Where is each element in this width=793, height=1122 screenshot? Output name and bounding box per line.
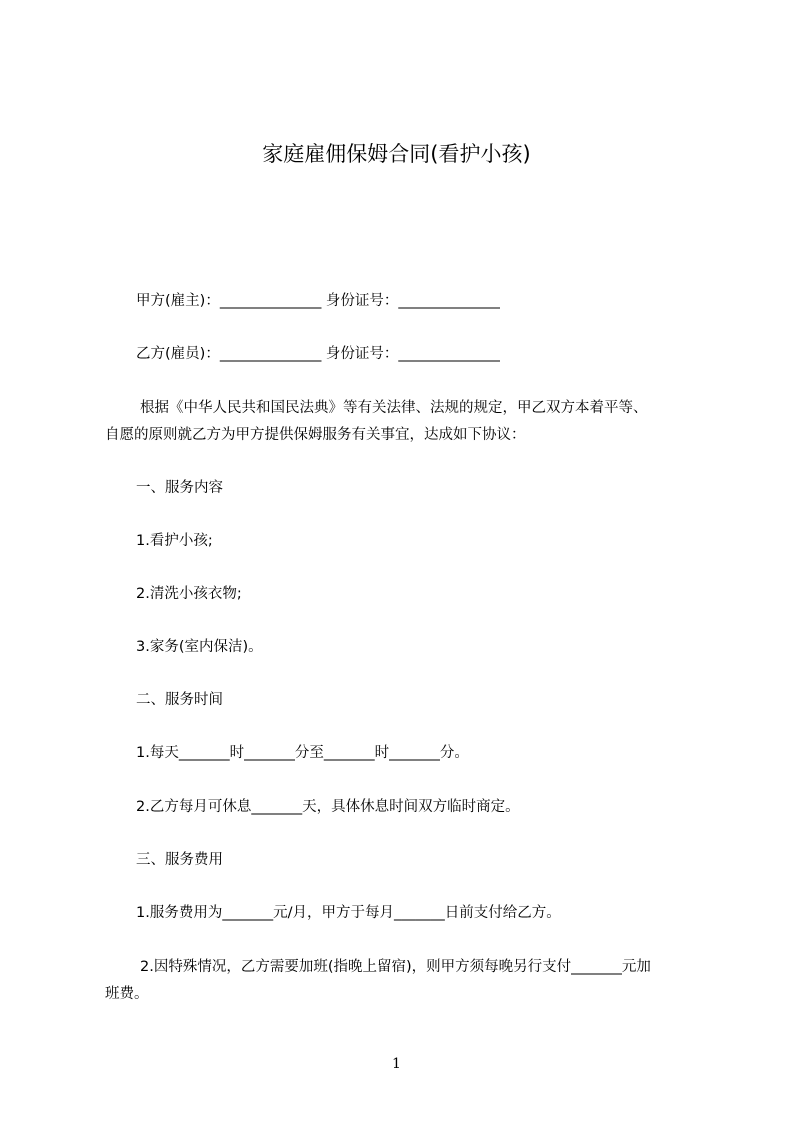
service-fee-item-1: 1.服务费用为_______元/月，甲方于每月_______日前支付给乙方。: [136, 905, 561, 921]
document-title: 家庭雇佣保姆合同(看护小孩): [262, 142, 531, 166]
section-heading-service-fee: 三、服务费用: [136, 852, 223, 868]
party-a-line: 甲方(雇主)：______________ 身份证号：______________: [136, 293, 500, 309]
service-fee-item-2-line-2: 班费。: [105, 986, 149, 1002]
service-time-item-1: 1.每天_______时_______分至_______时_______分。: [136, 745, 469, 761]
service-content-item-2: 2.清洗小孩衣物;: [136, 586, 242, 602]
service-content-item-3: 3.家务(室内保洁)。: [136, 639, 263, 655]
service-time-item-2: 2.乙方每月可休息_______天，具体休息时间双方临时商定。: [136, 799, 520, 815]
section-heading-service-time: 二、服务时间: [136, 692, 223, 708]
service-fee-item-2-line-1: 2.因特殊情况，乙方需要加班(指晚上留宿)，则甲方须每晚另行支付_______元加: [140, 959, 651, 975]
party-b-line: 乙方(雇员)：______________ 身份证号：______________: [136, 346, 500, 362]
service-content-item-1: 1.看护小孩;: [136, 533, 213, 549]
intro-paragraph-line-2: 自愿的原则就乙方为甲方提供保姆服务有关事宜，达成如下协议：: [105, 427, 526, 443]
section-heading-service-content: 一、服务内容: [136, 480, 223, 496]
page-number: 1: [392, 1056, 401, 1072]
intro-paragraph-line-1: 根据《中华人民共和国民法典》等有关法律、法规的规定，甲乙双方本着平等、: [140, 400, 648, 416]
